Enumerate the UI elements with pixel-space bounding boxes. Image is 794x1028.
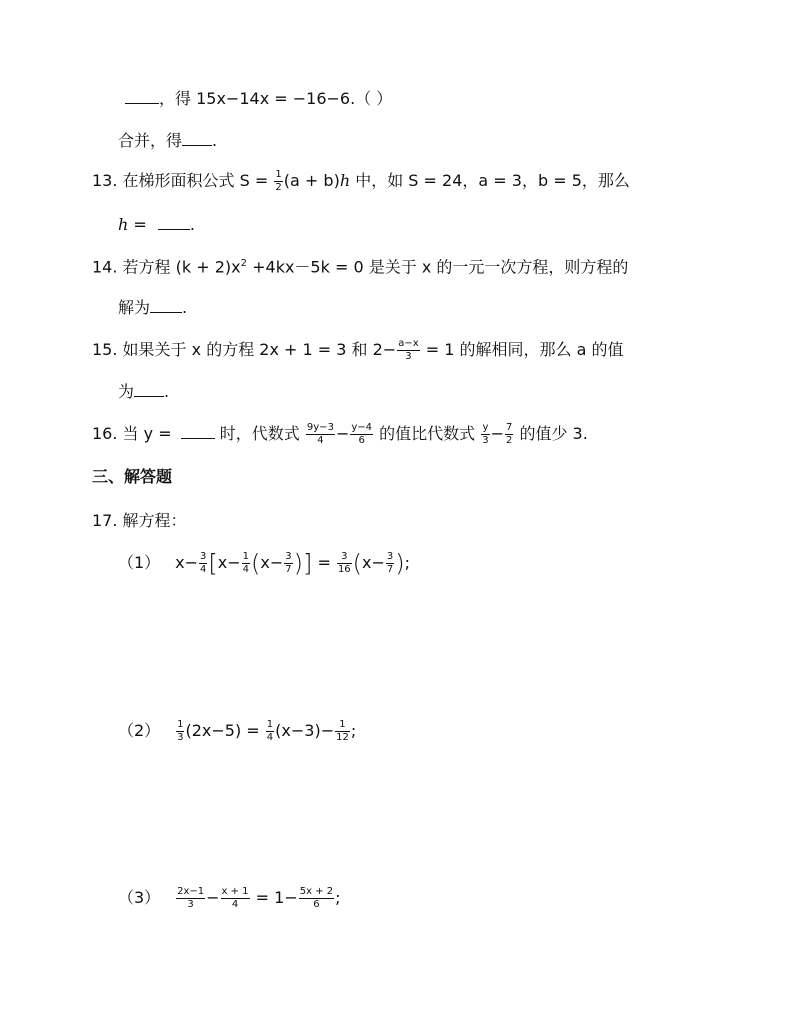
section-heading: 三、解答题 bbox=[92, 467, 173, 486]
denominator: 4 bbox=[231, 899, 239, 910]
numerator: 3 bbox=[337, 551, 352, 564]
text: 的值比代数式 bbox=[379, 424, 476, 443]
answer-blank bbox=[134, 380, 164, 397]
denominator: 4 bbox=[317, 435, 324, 446]
answer-blank bbox=[150, 296, 182, 313]
denominator: 4 bbox=[266, 732, 274, 743]
text: 中，如 S = 24，a = 3，b = 5，那么 bbox=[355, 171, 630, 190]
fraction bbox=[306, 422, 335, 447]
q17-part-2 bbox=[118, 717, 356, 745]
text: ，得 bbox=[159, 89, 197, 108]
fraction bbox=[176, 886, 205, 911]
numerator: 1 bbox=[177, 719, 184, 730]
answer-blank bbox=[181, 422, 215, 439]
expr: x− bbox=[175, 553, 198, 572]
question-number: 13. bbox=[92, 171, 118, 190]
question-13 bbox=[92, 169, 630, 194]
numerator: y bbox=[482, 422, 489, 433]
fraction bbox=[299, 886, 334, 911]
question-number: 14. bbox=[92, 257, 118, 277]
formula-s: S = bbox=[239, 171, 269, 190]
question-number: 15. bbox=[92, 340, 118, 359]
left-paren: ( bbox=[250, 549, 261, 578]
denominator: 2 bbox=[275, 182, 282, 193]
period: . bbox=[189, 215, 195, 234]
exponent: 2 bbox=[240, 258, 248, 269]
fraction bbox=[266, 719, 274, 744]
equation: 15x−14x = −16−6. bbox=[196, 89, 356, 108]
fraction bbox=[199, 551, 207, 576]
expr: x− bbox=[362, 553, 385, 572]
denominator: 6 bbox=[358, 435, 365, 446]
period: . bbox=[212, 131, 218, 150]
right-paren: ) bbox=[395, 549, 405, 578]
question-16 bbox=[92, 422, 588, 447]
fraction bbox=[350, 422, 373, 447]
denominator: 7 bbox=[285, 564, 292, 575]
expr: (x−3)− bbox=[275, 721, 335, 740]
left-bracket: [ bbox=[208, 549, 218, 578]
text: 时，代数式 bbox=[219, 424, 300, 443]
denominator: 12 bbox=[336, 732, 349, 743]
equation: +4kx－5k = 0 bbox=[252, 257, 364, 277]
question-17 bbox=[92, 510, 187, 532]
question-14-line-2 bbox=[118, 296, 187, 319]
question-13-line-2 bbox=[118, 213, 195, 236]
denominator: 3 bbox=[405, 351, 412, 362]
expr: x− bbox=[260, 553, 284, 572]
prev-question-line-2 bbox=[118, 129, 217, 152]
fraction bbox=[221, 886, 250, 911]
numerator: 3 bbox=[386, 551, 394, 562]
fraction bbox=[337, 551, 352, 576]
period: . bbox=[164, 382, 170, 401]
formula: (a + b) bbox=[283, 171, 340, 190]
part-label: （2） bbox=[118, 721, 161, 740]
numerator: 1 bbox=[266, 719, 274, 730]
fraction bbox=[397, 338, 419, 363]
text: 合并，得 bbox=[118, 131, 183, 150]
fraction bbox=[176, 719, 184, 744]
text: 是关于 x 的一元一次方程，则方程的 bbox=[368, 257, 629, 277]
expr: = 1− bbox=[255, 888, 298, 907]
numerator: 2x−1 bbox=[177, 886, 205, 897]
fraction bbox=[274, 169, 282, 194]
text: 解方程： bbox=[122, 511, 187, 530]
denominator: 3 bbox=[482, 435, 489, 446]
denominator: 4 bbox=[199, 564, 207, 575]
fraction bbox=[481, 422, 489, 447]
numerator: a−x bbox=[398, 338, 419, 349]
text: 若方程 bbox=[122, 257, 171, 277]
numerator: 3 bbox=[199, 551, 207, 562]
left-paren: ( bbox=[352, 549, 363, 578]
question-14 bbox=[92, 253, 628, 278]
numerator: 5x + 2 bbox=[299, 886, 334, 897]
denominator: 3 bbox=[177, 732, 184, 743]
denominator: 4 bbox=[242, 564, 249, 575]
part-label: （3） bbox=[118, 888, 161, 907]
period: . bbox=[182, 298, 188, 317]
semicolon: ; bbox=[335, 888, 341, 907]
numerator: y−4 bbox=[351, 422, 373, 433]
denominator: 3 bbox=[187, 899, 194, 910]
denominator: 16 bbox=[337, 564, 351, 575]
fraction bbox=[242, 551, 250, 576]
text: 如果关于 x 的方程 2x + 1 = 3 和 2− bbox=[122, 340, 397, 359]
question-number: 16. bbox=[92, 424, 118, 443]
q17-part-3 bbox=[118, 884, 341, 912]
text: 解为 bbox=[118, 298, 151, 317]
numerator: 1 bbox=[275, 169, 282, 180]
minus: − bbox=[490, 424, 504, 443]
answer-blank bbox=[158, 213, 190, 230]
expr: x− bbox=[217, 553, 241, 572]
numerator: 1 bbox=[335, 719, 350, 732]
equation: (k + 2)x bbox=[175, 257, 241, 277]
fraction bbox=[386, 551, 394, 576]
semicolon: ; bbox=[404, 553, 411, 572]
denominator: 7 bbox=[386, 564, 394, 575]
text: = 1 的解相同，那么 a 的值 bbox=[425, 340, 624, 359]
numerator: 1 bbox=[242, 551, 249, 562]
text: 在梯形面积公式 bbox=[122, 171, 235, 190]
fraction bbox=[284, 551, 292, 576]
equals: = bbox=[317, 553, 331, 572]
semicolon: ; bbox=[350, 721, 357, 740]
question-number: 17. bbox=[92, 511, 118, 530]
expr: (2x−5) = bbox=[185, 721, 260, 740]
denominator: 2 bbox=[506, 435, 513, 446]
part-label: （1） bbox=[118, 553, 161, 572]
right-bracket: ] bbox=[302, 549, 313, 578]
answer-blank bbox=[182, 129, 212, 146]
numerator: x + 1 bbox=[221, 886, 249, 897]
right-paren: ) bbox=[293, 549, 303, 578]
fraction bbox=[505, 422, 513, 447]
numerator: 9y−3 bbox=[306, 422, 334, 433]
fraction bbox=[335, 719, 350, 744]
var-h: h bbox=[118, 215, 129, 234]
equals: = bbox=[133, 215, 147, 234]
minus: − bbox=[206, 888, 220, 907]
text: 为 bbox=[118, 382, 135, 401]
denominator: 6 bbox=[313, 899, 320, 910]
q17-part-1 bbox=[118, 548, 410, 579]
answer-blank bbox=[125, 87, 159, 104]
numerator: 7 bbox=[506, 422, 513, 433]
var-h: h bbox=[339, 171, 351, 190]
text: 的值少 3. bbox=[519, 424, 588, 443]
numerator: 3 bbox=[285, 551, 292, 562]
question-15 bbox=[92, 338, 623, 363]
bracket: （ ） bbox=[355, 89, 393, 108]
prev-question-line-1 bbox=[125, 87, 392, 110]
minus: − bbox=[335, 424, 350, 443]
text: 当 y = bbox=[122, 424, 172, 443]
question-15-line-2 bbox=[118, 380, 169, 403]
